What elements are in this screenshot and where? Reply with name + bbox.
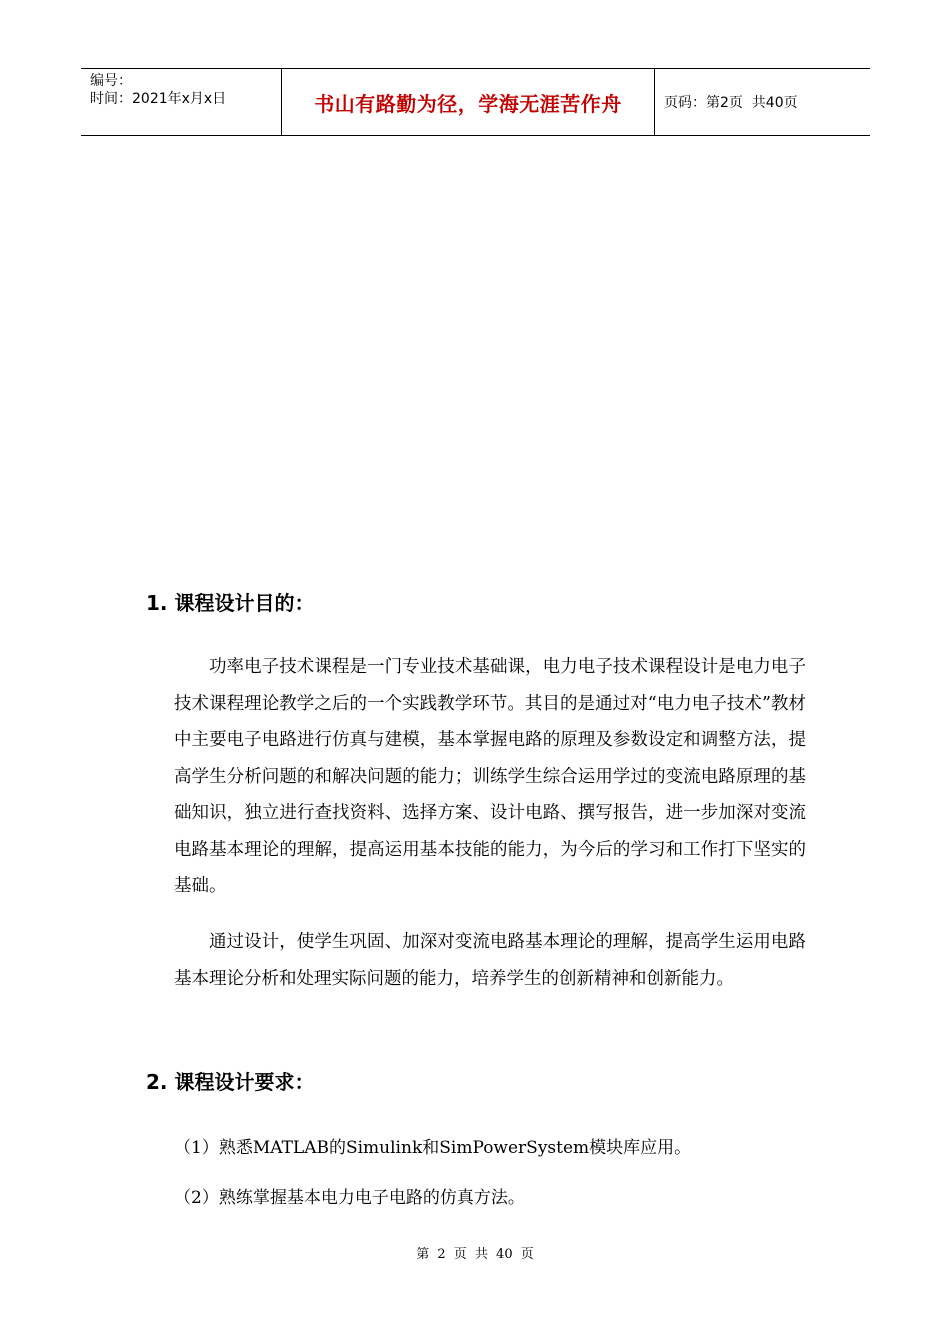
header-motto-cell [281, 69, 655, 135]
paragraph-purpose-2: 通过设计，使学生巩固、加深对变流电路基本理论的理解，提高学生运用电路基本理论分析和处理实际问题的能力，培养学生的创新精神和创新能力。 [174, 932, 806, 989]
requirement-item-1: （1）熟悉MATLAB的Simulink和SimPowerSystem模块库应用。 [174, 1138, 692, 1158]
page-header [81, 68, 870, 136]
paragraph-purpose-1: 功率电子技术课程是一门专业技术基础课，电力电子技术课程设计是电力电子技术课程理论教学之后的一个实践教学环节。其目的是通过对“电力电子技术”教材中主要电子电路进行仿真与建模，基本掌握电路的原理及参数设定和调整方法，提高学生分析问题的和解决问题的能力；训练学生综合运用学过的变流电路原理的基础知识，独立进行查找资料、选择方案、设计电路、撰写报告，进一步加深对变流电路基本理论的理解，提高运用基本技能的能力，为今后的学习和工作打下坚实的基础。 [174, 657, 806, 896]
section-heading-requirements: 2. 课程设计要求： [146, 1070, 315, 1094]
section-heading-purpose: 1. 课程设计目的： [146, 591, 315, 615]
document-number-label: 编号： [90, 73, 132, 89]
requirement-item-2: （2）熟练掌握基本电力电子电路的仿真方法。 [174, 1188, 525, 1208]
header-meta [81, 69, 281, 135]
header-page-info-cell [655, 69, 870, 135]
header-page-info: 页码：第2页 共40页 [664, 95, 798, 111]
header-motto: 书山有路勤为径，学海无涯苦作舟 [314, 91, 622, 116]
page-footer: 第 2 页 共 40 页 [416, 1247, 534, 1262]
document-time-label: 时间：2021年x月x日 [90, 91, 227, 107]
